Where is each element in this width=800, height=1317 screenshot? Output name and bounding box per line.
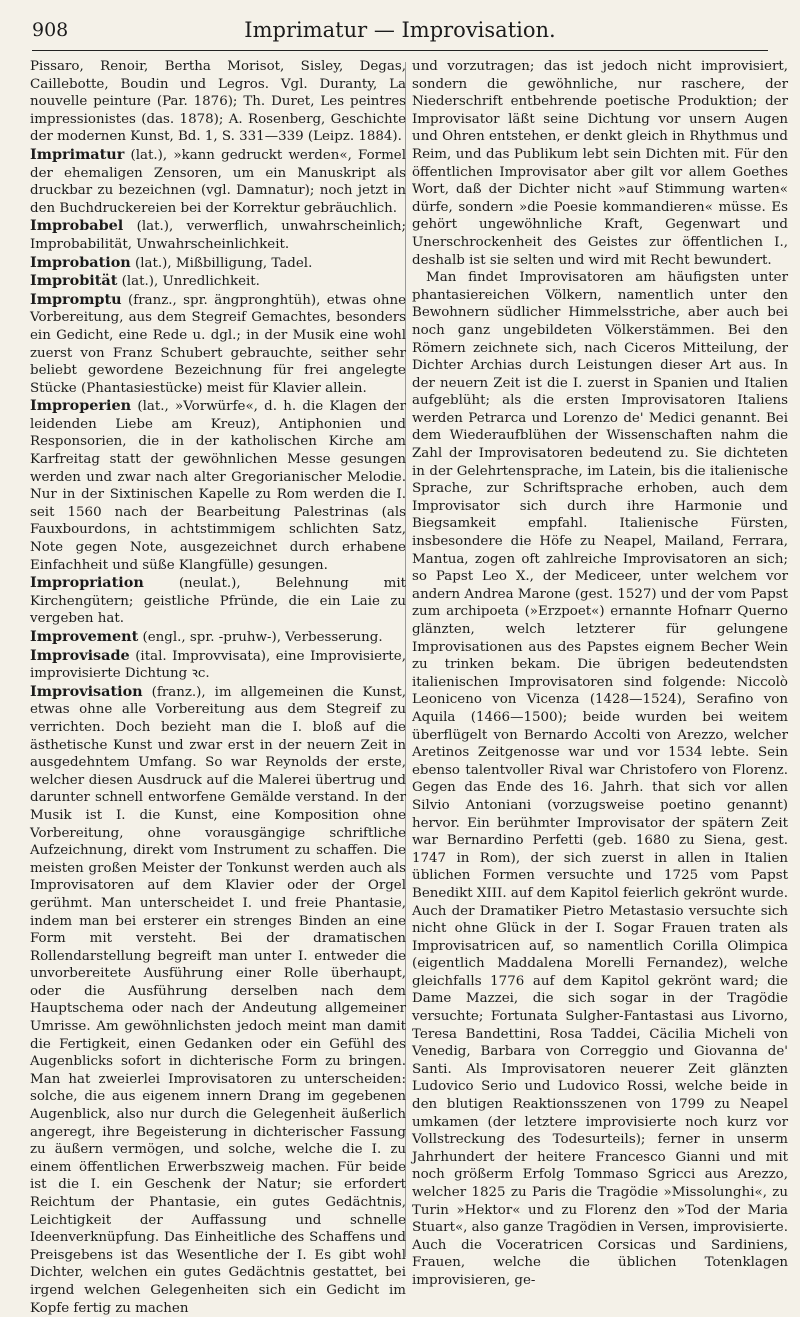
entry-text: (lat.), »kann gedruckt werden«, Formel der ehemaligen Zensoren, um ein Manuskript als druckbar zu bezeichnen (vgl. Damnatur); noch jetzt in den Buchdruckereien bei der Korrektur gebräuchlich. (30, 147, 406, 216)
entry-lemma: Improperien (30, 397, 132, 415)
entry-lemma: Improvisation (30, 682, 143, 700)
right-column (412, 58, 788, 1288)
entry-text: (ital. Improvvisata), eine Improvisierte, improvisierte Dichtung ꝛc. (30, 648, 406, 682)
entry-improbation (30, 254, 406, 273)
entry-text: (neulat.), Belehnung mit Kirchengütern; geistliche Pfründe, die ein Laie zu vergeben hat. (30, 576, 406, 627)
entry-lemma: Improbabel (30, 217, 124, 235)
entry-lemma: Improvisade (30, 646, 130, 664)
entry-lemma: Impromptu (30, 290, 122, 308)
entry-text: (lat.), verwerflich, unwahrscheinlich; Improbabilität, Unwahrscheinlichkeit. (30, 219, 406, 252)
entry-text: (lat.), Mißbilligung, Tadel. (130, 255, 313, 271)
page-header (32, 10, 768, 51)
entry-text: (lat., »Vorwürfe«, d. h. die Klagen der leidenden Liebe am Kreuz), Antiphonien und Responsorien, die in der katholischen Kirche am Karfreitag statt der gewöhnlichen Messe gesungen werden und zwar nach alter Gregorianischer Melodie. Nur in der Sixtinischen Kapelle zu Rom werden die I. seit 1560 nach der Bearbeitung Palestrinas (als Fauxbourdons, in achtstimmigem schlichten Satz, Note gegen Note, ausgezeichnet durch erhabene Einfachheit und süße Klangfülle) gesungen. (30, 399, 406, 573)
entry-text: (engl., spr. -pruhw-), Verbesserung. (138, 630, 383, 645)
entry-improvisade (30, 647, 406, 683)
entry-text: (franz.), im allgemeinen die Kunst, etwas ohne alle Vorbereitung aus dem Stegreif zu verrichten. Doch bezieht man die I. bloß auf die ästhetische Kunst und zwar erst in der neuern Zeit in ausgedehntem Umfang. So war Reynolds der erste, welcher diesen Ausdruck auf die Malerei übertrug und darunter schnell entworfene Gemälde verstand. In der Musik ist I. die Kunst, eine Komposition ohne Vorbereitung, ohne vorausgängige schriftliche Aufzeichnung, direkt vom Instrument zu schaffen. Die meisten großen Meister der Tonkunst werden auch als Improvisatoren auf dem Klavier oder der Orgel gerühmt. Man unterscheidet I. und freie Phantasie, indem man bei ersterer ein strenges Binden an eine Form mit versteht. Bei der dramatischen Rollendarstellung begreift man unter I. entweder die unvorbereitete Ausführung einer Rolle überhaupt, oder die Ausführung derselben nach dem Hauptschema oder nach der Andeutung allgemeiner Umrisse. Am gewöhnlichsten jedoch meint man damit die Fertigkeit, einen Gedanken oder ein Gefühl des Augenblicks sofort in dichterische Form zu bringen. Man hat zweierlei Improvisatoren zu unterscheiden: solche, die aus eigenem innern Drang im gegebenen Augenblick, also nur durch die Gelegenheit äußerlich angeregt, ihre Begeisterung in dichterischer Fassung zu äußern vermögen, und solche, welche die I. zu einem öffentlichen Erwerbszweig machen. Für beide ist die I. ein Geschenk der Natur; sie erfordert Reichtum der Phantasie, ein gutes Gedächtnis, Leichtigkeit der Auffassung und schnelle Ideenverknüpfung. Das Einheitliche des Schaffens und Preisgebens ist das Wesentliche der I. Es gibt wohl Dichter, welchen ein gutes Gedächtnis gestattet, bei irgend welchen Gelegenheiten sich ein Gedicht im Kopfe fertig zu machen (30, 684, 406, 1316)
entry-improbitaet (30, 272, 406, 291)
entry-continuation (30, 58, 406, 146)
entry-improperien (30, 397, 406, 574)
entry-improbabel (30, 217, 406, 253)
entry-lemma: Imprimatur (30, 145, 125, 163)
paragraph: Man findet Improvisatoren am häufigsten unter phantasiereichen Völkern, namentlich unter den Bewohnern südlicher Himmelsstriche, aber auch bei noch ganz ungebildeten Völkerstämmen. Bei den Römern zeichnete sich, nach Ciceros Mitteilung, der Dichter Archias durch Leistungen dieser Art aus. In der neuern Zeit ist die I. zuerst in Spanien und Italien aufgeblüht; als die ersten Improvisatoren Italiens werden Petrarca und Lorenzo de' Medici genannt. Bei dem Wiederaufblühen der Wissenschaften nahm die Zahl der Improvisatoren bedeutend zu. Sie dichteten in der Gelehrtensprache, im Latein, bis die italienische Sprache, zur Schriftsprache erhoben, auch dem Improvisator sich durch ihre Harmonie und Biegsamkeit empfahl. Italienische Fürsten, insbesondere die Höfe zu Neapel, Mailand, Ferrara, Mantua, zogen oft zahlreiche Improvisatoren an sich; so Papst Leo X., der Mediceer, unter welchem vor andern Andrea Marone (gest. 1527) und der vom Papst zum archipoeta (»Erzpoet«) ernannte Hofnarr Querno glänzten, welch letzterer für gelungene Improvisationen aus des Papstes eignem Becher Wein zu trinken bekam. Die übrigen bedeutendsten italienischen Improvisatoren sind folgende: Niccolò Leoniceno von Vicenza (1428—1524), Serafino von Aquila (1466—1500); beide wurden bei weitem überflügelt von Bernardo Accolti von Arezzo, welcher Aretinos Zeitgenosse war und vor 1534 lebte. Sein ebenso talentvoller Rival war Christofero von Florenz. Gegen das Ende des 16. Jahrh. that sich vor allen Silvio Antoniani (vorzugsweise poetino genannt) hervor. Ein berühmter Improvisator der spätern Zeit war Bernardino Perfetti (geb. 1680 zu Siena, gest. 1747 in Rom), der sich zuerst in allen in Italien üblichen Formen versuchte und 1725 vom Papst Benedikt XIII. auf dem Kapitol feierlich gekrönt wurde. Auch der Dramatiker Pietro Metastasio versuchte sich nicht ohne Glück in der I. Sogar Frauen traten als Improvisatricen auf, so namentlich Corilla Olimpica (eigentlich Maddalena Morelli Fernandez), welche gleichfalls 1776 auf dem Kapitol gekrönt ward; die Dame Mazzei, die sich sogar in der Tragödie versuchte; Fortunata Sulgher-Fantastasi aus Livorno, Teresa Bandettini, Rosa Taddei, Cäcilia Micheli von Venedig, Barbara von Correggio und Giovanna de' Santi. Als Improvisatoren neuerer Zeit glänzten Ludovico Serio und Ludovico Rossi, welche beide in den blutigen Reaktionsszenen von 1799 zu Neapel umkamen (der letztere improvisierte noch kurz vor Vollstreckung des Todesurteils); ferner in unserm Jahrhundert der heitere Francesco Gianni und mit noch größerm Erfolg Tommaso Sgricci aus Arezzo, welcher 1825 zu Paris die Tragödie »Missolunghi«, zu Turin »Hektor« und zu Florenz den »Tod der Maria Stuart«, also ganze Tragödien in Versen, improvisierte. Auch die Voceratricen Corsicas und Sardiniens, Frauen, welche die üblichen Totenklagen improvisieren, ge- (412, 270, 788, 1288)
entry-text: (franz., spr. ängpronghtüh), etwas ohne Vorbereitung, aus dem Stegreif Gemachtes, besonders ein Gedicht, eine Rede u. dgl.; in der Musik eine wohl zuerst von Franz Schubert gebrauchte, seither sehr beliebt gewordene Bezeichnung für frei angelegte Stücke (Phantasiestücke) meist für Klavier allein. (30, 292, 406, 396)
entry-improvement (30, 628, 406, 647)
entry-lemma: Improbität (30, 272, 118, 290)
entry-impropriation (30, 574, 406, 628)
entry-improvisation (30, 683, 406, 1317)
running-title: Imprimatur — Improvisation. (244, 18, 556, 42)
page-number: 908 (32, 19, 69, 41)
entry-text: Pissaro, Renoir, Bertha Morisot, Sisley, Degas, Caillebotte, Boudin und Legros. Vgl. Duranty, La nouvelle peinture (Par. 1876); Th. Duret, Les peintres impressionistes (das. 1878); A. Rosenberg, Geschichte der modernen Kunst, Bd. 1, S. 331—339 (Leipz. 1884). (30, 59, 406, 145)
entry-lemma: Impropriation (30, 574, 144, 592)
entry-text: (lat.), Unredlichkeit. (117, 274, 260, 290)
paragraph: und vorzutragen; das ist jedoch nicht improvisiert, sondern die gewöhnliche, nur raschere, der Niederschrift entbehrende poetische Produktion; der Improvisator läßt seine Dichtung vor unsern Augen und Ohren entstehen, er denkt gleich in Rhythmus und Reim, und das Publikum lebt sein Dichten mit. Für den öffentlichen Improvisator aber gilt vor allem Goethes Wort, daß der Dichter nicht »auf Stimmung warten« dürfe, sondern »die Poesie kommandieren« müsse. Es gehört ungewöhnliche Kraft, Gegenwart und Unerschrockenheit des Geistes zur öffentlichen I., deshalb ist sie selten und wird mit Recht bewundert. (412, 59, 788, 268)
entry-lemma: Improvement (30, 628, 139, 645)
entry-lemma: Improbation (30, 253, 131, 271)
left-column (30, 58, 406, 1316)
entry-imprimatur (30, 146, 406, 217)
entry-impromptu (30, 291, 406, 398)
